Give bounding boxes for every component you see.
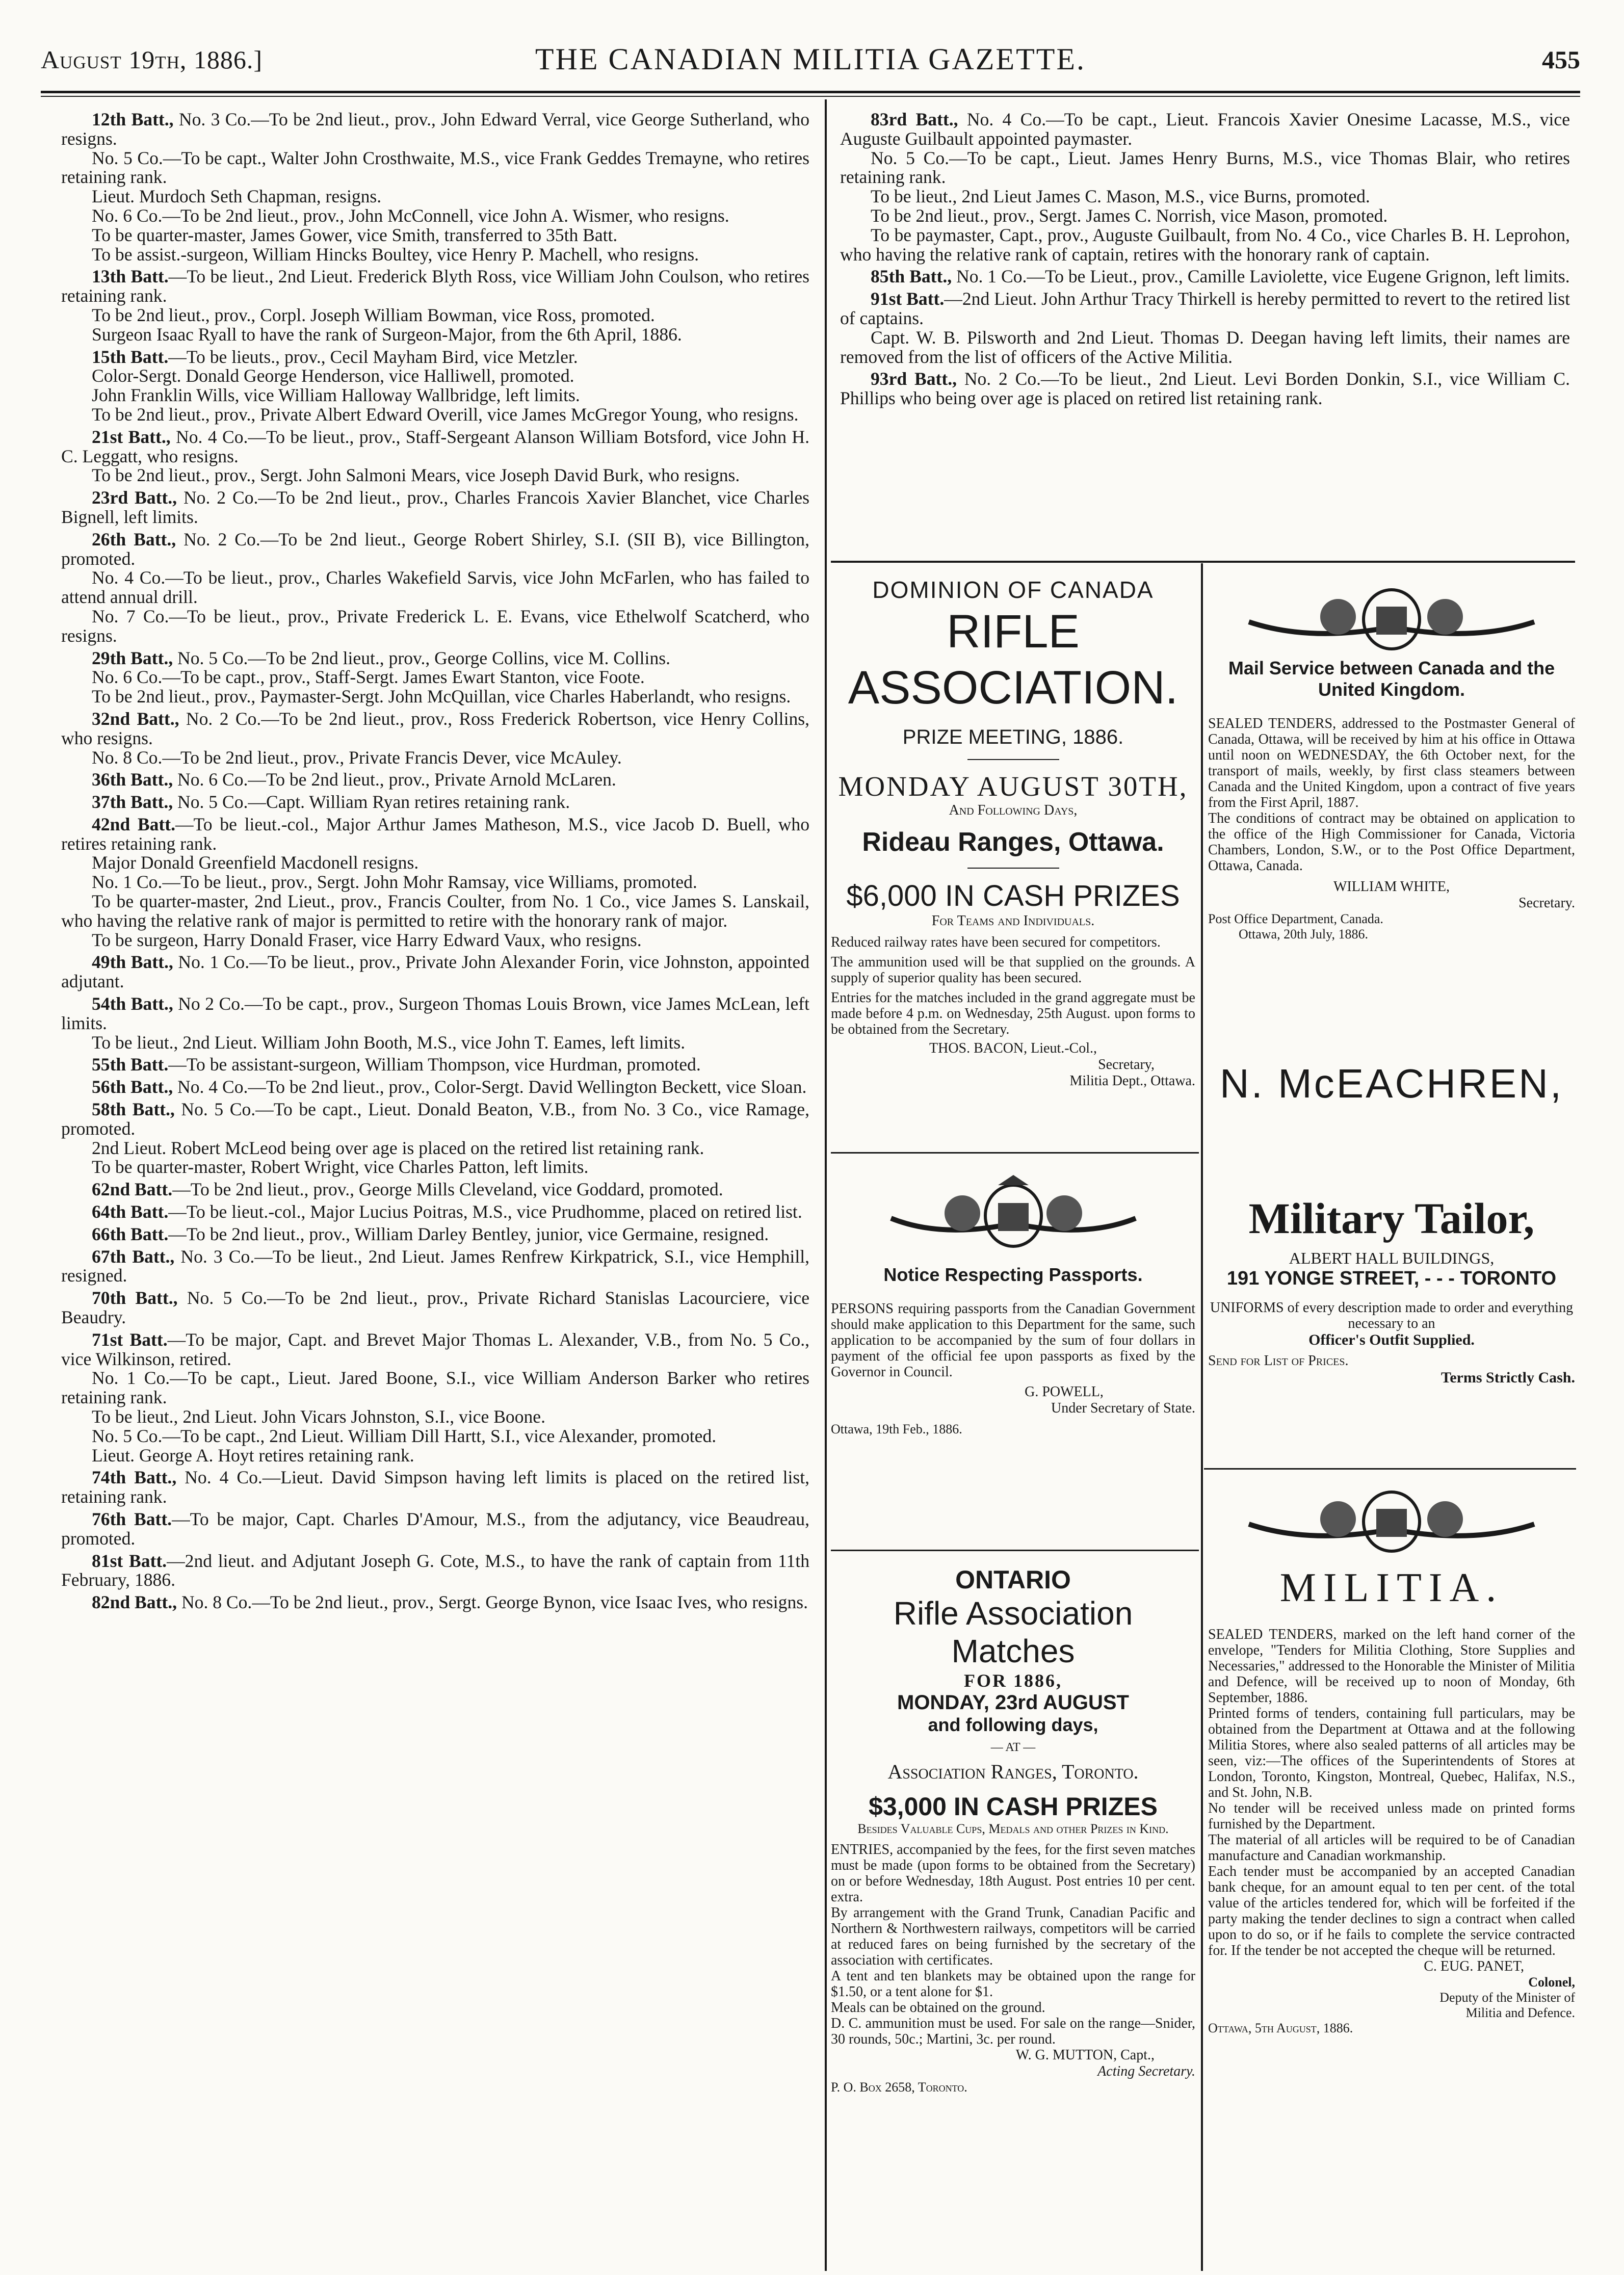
order-paragraph bbox=[61, 226, 809, 245]
order-paragraph bbox=[61, 1330, 809, 1369]
order-text: John Franklin Wills, vice William Halloway Wallbridge, left limits. bbox=[92, 385, 580, 406]
order-paragraph bbox=[61, 1158, 809, 1177]
order-text: No. 2 Co.—To be 2nd lieut., prov., Ross Frederick Robertson, vice Henry Collins, who resigns. bbox=[61, 708, 809, 748]
order-paragraph bbox=[840, 149, 1570, 188]
order-text: No. 2 Co.—To be 2nd lieut., prov., Charles Francois Xavier Blanchet, vice Charles Bignell, left limits. bbox=[61, 487, 809, 527]
ontario-l2: Rifle Association Matches bbox=[893, 1595, 1133, 1669]
order-paragraph bbox=[61, 649, 809, 668]
order-paragraph bbox=[840, 206, 1570, 226]
rifle-ad-p1: Reduced railway rates have been secured for competitors. bbox=[831, 934, 1161, 950]
ontario-p2: By arrangement with the Grand Trunk, Canadian Pacific and Northern & Northwestern railways, competitors will be carried at reduced fares on being furnished by the secretary of the association with certificates. bbox=[831, 1905, 1195, 1968]
order-text: No. 5 Co.—To be capt., 2nd Lieut. William Dill Hartt, S.I., vice Alexander, promoted. bbox=[92, 1425, 717, 1446]
ontario-l3: FOR 1886, bbox=[964, 1670, 1062, 1691]
rifle-ad-line4: MONDAY AUGUST 30TH, bbox=[838, 771, 1188, 802]
order-text: To be surgeon, Harry Donald Fraser, vice Harry Edward Vaux, who resigns. bbox=[92, 929, 642, 950]
order-paragraph bbox=[61, 1468, 809, 1507]
order-text: No. 1 Co.—To be capt., Lieut. Jared Boone, S.I., vice William Anderson Barker who retires retaining rank. bbox=[61, 1368, 809, 1408]
ontario-sig: W. G. MUTTON, Capt., bbox=[1015, 2047, 1155, 2063]
mail-sig2: Secretary. bbox=[1518, 895, 1575, 911]
passport-sig2: Under Secretary of State. bbox=[1051, 1400, 1195, 1416]
order-text: To be lieut., 2nd Lieut. William John Booth, M.S., vice John T. Eames, left limits. bbox=[92, 1032, 686, 1053]
mail-body: SEALED TENDERS, addressed to the Postmaster General of Canada, Ottawa, will be received by him at his office in Ottawa until noon on WEDNESDAY, the 6th October next, for the transport of mails, weekly, by first class steamers between Canada and the United Kingdom, upon a contract of five years from the First April, 1887. bbox=[1208, 716, 1575, 810]
battalion-heading: 36th Batt., bbox=[92, 769, 173, 790]
order-text: —To be lieut.-col., Major Arthur James Matheson, M.S., vice Jacob D. Buell, who retires retaining rank. bbox=[61, 814, 810, 854]
order-text: To be 2nd lieut., prov., Corpl. Joseph William Bowman, vice Ross, promoted. bbox=[92, 304, 655, 325]
battalion-heading: 93rd Batt., bbox=[871, 369, 957, 389]
order-paragraph bbox=[61, 853, 809, 873]
battalion-heading: 64th Batt. bbox=[92, 1201, 169, 1222]
battalion-heading: 55th Batt. bbox=[92, 1054, 169, 1075]
order-paragraph bbox=[840, 370, 1570, 408]
order-paragraph bbox=[840, 226, 1570, 265]
order-paragraph bbox=[61, 1100, 809, 1139]
order-text: No. 5 Co.—Capt. William Ryan retires retaining rank. bbox=[173, 792, 570, 813]
ontario-p5: D. C. ammunition must be used. For sale on the range—Snider, 30 rounds, 50c.; Martini, 3c. per round. bbox=[831, 2016, 1195, 2047]
order-paragraph bbox=[61, 1225, 809, 1244]
order-paragraph bbox=[840, 267, 1570, 286]
tailor-p2: Officer's Outfit Supplied. bbox=[1308, 1331, 1475, 1348]
order-text: —To be major, Capt. Charles D'Amour, M.S., from the adjutancy, vice Beaudreau, promoted. bbox=[61, 1508, 809, 1549]
order-text: 2nd Lieut. Robert McLeod being over age is placed on the retired list retaining rank. bbox=[92, 1137, 704, 1158]
militia-b2: Printed forms of tenders, containing full particulars, may be obtained from the Department at Ottawa and at the following Militia Stores, where also sealed patterns of all articles may be seen, viz:—The offices of the Superintendents of Stores at London, Toronto, Kingston, Montreal, Quebec, Halifax, N.S., and St. John, N.B. bbox=[1208, 1706, 1575, 1800]
rifle-ad-line6: Rideau Ranges, Ottawa. bbox=[862, 827, 1164, 857]
tailor-name: N. McEACHREN, bbox=[1219, 1061, 1564, 1106]
rifle-ad-line8: For Teams and Individuals. bbox=[931, 913, 1095, 929]
battalion-heading: 82nd Batt., bbox=[92, 1592, 177, 1613]
mail-service-ad bbox=[1208, 581, 1575, 942]
order-text: No. 1 Co.—To be Lieut., prov., Camille Laviolette, vice Eugene Grignon, left limits. bbox=[952, 266, 1570, 287]
column-divider bbox=[825, 99, 827, 2271]
order-text: Lieut. George A. Hoyt retires retaining rank. bbox=[92, 1445, 414, 1466]
order-text: Capt. W. B. Pilsworth and 2nd Lieut. Thomas D. Deegan having left limits, their names are removed from the list of officers of the Active Militia. bbox=[840, 327, 1570, 367]
order-text: No. 5 Co.—To be capt., Lieut. Donald Beaton, V.B., from No. 3 Co., vice Ramage, promoted. bbox=[61, 1099, 809, 1139]
battalion-heading: 71st Batt. bbox=[92, 1329, 168, 1350]
order-paragraph bbox=[61, 568, 809, 607]
order-text: No. 2 Co.—To be lieut., 2nd Lieut. Levi Borden Donkin, S.I., vice William C. Phillips who being over age is placed on retired list retaining rank. bbox=[840, 369, 1570, 409]
order-text: No. 5 Co.—To be capt., Lieut. James Henry Burns, M.S., vice Thomas Blair, who retires retaining rank. bbox=[840, 147, 1570, 188]
order-paragraph bbox=[61, 405, 809, 425]
mail-body2: The conditions of contract may be obtained on application to the office of the High Commissioner for Canada, Victoria Chambers, London, S.W., or to the Post Office Department, Ottawa, Canada. bbox=[1208, 810, 1575, 874]
battalion-heading: 67th Batt., bbox=[92, 1246, 175, 1267]
order-text: No. 6 Co.—To be 2nd lieut., prov., Private Arnold McLaren. bbox=[173, 769, 616, 790]
rifle-ad-sig3: Militia Dept., Ottawa. bbox=[1069, 1073, 1195, 1089]
header-page-number: 455 bbox=[1542, 45, 1580, 74]
order-paragraph bbox=[61, 1510, 809, 1549]
order-paragraph bbox=[61, 1033, 809, 1053]
order-paragraph bbox=[61, 748, 809, 768]
battalion-heading: 91st Batt. bbox=[871, 289, 945, 309]
order-paragraph bbox=[61, 386, 809, 405]
tailor-ad-rule bbox=[1204, 1468, 1576, 1470]
battalion-heading: 15th Batt. bbox=[92, 346, 169, 367]
militia-sig: C. EUG. PANET, bbox=[1424, 1958, 1524, 1974]
order-text: Surgeon Isaac Ryall to have the rank of Surgeon-Major, from the 6th April, 1886. bbox=[92, 324, 682, 345]
order-paragraph bbox=[61, 1552, 809, 1590]
header-date: August 19th, 1886.] bbox=[41, 45, 263, 74]
page-header bbox=[41, 42, 1580, 81]
mail-date: Ottawa, 20th July, 1886. bbox=[1239, 927, 1368, 942]
ontario-l6: — AT — bbox=[990, 1741, 1036, 1754]
order-text: To be quarter-master, Robert Wright, vice Charles Patton, left limits. bbox=[92, 1157, 589, 1178]
order-paragraph bbox=[61, 428, 809, 466]
order-text: No. 5 Co.—To be capt., Walter John Crosthwaite, M.S., vice Frank Geddes Tremayne, who retires retaining rank. bbox=[61, 147, 809, 188]
ontario-p1: ENTRIES, accompanied by the fees, for the first seven matches must be made (upon forms to be obtained from the Secretary) on or before Wednesday, 18th August. Post entries 10 per cent. extra. bbox=[831, 1842, 1195, 1905]
order-paragraph bbox=[840, 110, 1570, 149]
order-text: To be 2nd lieut., prov., Sergt. John Salmoni Mears, vice Joseph David Burk, who resigns. bbox=[92, 465, 740, 486]
passport-title: Notice Respecting Passports. bbox=[883, 1264, 1143, 1285]
order-paragraph bbox=[61, 245, 809, 265]
militia-sig4: Militia and Defence. bbox=[1465, 2005, 1575, 2020]
order-paragraph bbox=[61, 995, 809, 1033]
passport-ad-rule bbox=[831, 1550, 1199, 1551]
order-text: —To be 2nd lieut., prov., William Darley Bentley, junior, vice Germaine, resigned. bbox=[168, 1223, 769, 1244]
order-paragraph bbox=[61, 1247, 809, 1286]
battalion-heading: 56th Batt., bbox=[92, 1077, 173, 1097]
order-paragraph bbox=[61, 687, 809, 707]
battalion-heading: 49th Batt., bbox=[92, 952, 173, 973]
battalion-heading: 76th Batt. bbox=[92, 1508, 172, 1529]
order-paragraph bbox=[61, 1407, 809, 1427]
order-text: —To be assistant-surgeon, William Thompson, vice Hurdman, promoted. bbox=[168, 1054, 701, 1075]
order-text: —To be lieut.-col., Major Lucius Poitras, M.S., vice Prudhomme, placed on retired list. bbox=[168, 1201, 802, 1222]
order-paragraph bbox=[61, 770, 809, 790]
order-text: To be 2nd lieut., prov., Private Albert Edward Overill, vice James McGregor Young, who resigns. bbox=[92, 404, 799, 425]
ontario-l8: $3,000 IN CASH PRIZES bbox=[869, 1792, 1158, 1821]
rifle-ad-line2: RIFLE ASSOCIATION. bbox=[848, 606, 1178, 714]
battalion-heading: 66th Batt. bbox=[92, 1223, 169, 1244]
passport-sig: G. POWELL, bbox=[1025, 1384, 1104, 1400]
order-paragraph bbox=[61, 1593, 809, 1612]
militia-date: Ottawa, 5th August, 1886. bbox=[1208, 2021, 1353, 2035]
rifle-ad-line7: $6,000 IN CASH PRIZES bbox=[846, 879, 1180, 912]
order-paragraph bbox=[61, 668, 809, 687]
order-text: No. 1 Co.—To be lieut., prov., Private John Alexander Forin, vice Johnston, appointed adjutant. bbox=[61, 952, 809, 992]
royal-arms-icon bbox=[1239, 1483, 1544, 1555]
ontario-rifle-ad bbox=[831, 1565, 1195, 2095]
order-text: —To be lieut., 2nd Lieut. Frederick Blyth Ross, vice William John Coulson, who retires retaining rank. bbox=[61, 266, 809, 306]
order-paragraph bbox=[61, 892, 809, 931]
battalion-heading: 42nd Batt. bbox=[92, 814, 175, 834]
order-paragraph bbox=[61, 793, 809, 812]
order-paragraph bbox=[61, 348, 809, 367]
order-paragraph bbox=[61, 1369, 809, 1407]
rifle-ad-line1: DOMINION OF CANADA bbox=[872, 577, 1154, 603]
ontario-sig2: Acting Secretary. bbox=[1097, 2063, 1195, 2079]
mail-title: Mail Service between Canada and the United Kingdom. bbox=[1228, 658, 1555, 700]
order-paragraph bbox=[61, 815, 809, 854]
order-paragraph bbox=[61, 1180, 809, 1199]
ontario-p3: A tent and ten blankets may be obtained upon the range for $1.50, or a tent alone for $1. bbox=[831, 1968, 1195, 2000]
rifle-association-ad bbox=[831, 576, 1195, 1089]
order-paragraph bbox=[61, 206, 809, 226]
order-text: No. 8 Co.—To be 2nd lieut., prov., Sergt. George Bynon, vice Isaac Ives, who resigns. bbox=[177, 1592, 808, 1613]
order-paragraph bbox=[61, 1289, 809, 1327]
order-paragraph bbox=[61, 1427, 809, 1446]
battalion-heading: 85th Batt., bbox=[871, 266, 952, 287]
order-text: To be paymaster, Capt., prov., Auguste Guilbault, from No. 4 Co., vice Charles B. H. Leprohon, who having the relative rank of captain, retires with the honorary rank of captain. bbox=[840, 224, 1570, 265]
order-text: No. 5 Co.—To be 2nd lieut., prov., Private Richard Stanislas Lacourciere, vice Beaudry. bbox=[61, 1288, 809, 1328]
royal-arms-icon bbox=[881, 1172, 1146, 1254]
order-text: —2nd Lieut. John Arthur Tracy Thirkell is hereby permitted to revert to the retired list of captains. bbox=[840, 289, 1570, 328]
militia-b5: Each tender must be accompanied by an accepted Canadian bank cheque, for an amount equal to ten per cent. of the total value of the articles tendered for, which will be forfeited if the party making the tender declines to sign a contract when called upon to do so, or if he fails to complete the service contracted for. If the tender be not accepted the cheque will be returned. bbox=[1208, 1864, 1575, 1958]
order-text: No. 5 Co.—To be 2nd lieut., prov., George Collins, vice M. Collins. bbox=[173, 647, 670, 668]
order-text: To be lieut., 2nd Lieut. John Vicars Johnston, S.I., vice Boone. bbox=[92, 1406, 545, 1427]
right-column-orders bbox=[840, 107, 1570, 408]
order-text: No. 4 Co.—To be capt., Lieut. Francois Xavier Onesime Lacasse, M.S., vice Auguste Guilbault appointed paymaster. bbox=[840, 109, 1570, 149]
order-text: No. 4 Co.—To be lieut., prov., Staff-Sergeant Alanson William Botsford, vice John H. C. Leggatt, who resigns. bbox=[61, 426, 809, 466]
tailor-ad bbox=[1208, 1060, 1575, 1387]
rifle-ad-p2: The ammunition used will be that supplied on the grounds. A supply of superior quality has been secured. bbox=[831, 954, 1195, 986]
tailor-p3: Send for List of Prices. bbox=[1208, 1353, 1349, 1369]
battalion-heading: 21st Batt., bbox=[92, 426, 171, 447]
rifle-ad-line3: PRIZE MEETING, 1886. bbox=[902, 726, 1124, 748]
order-text: —2nd lieut. and Adjutant Joseph G. Cote, M.S., to have the rank of captain from 11th February, 1886. bbox=[61, 1550, 809, 1590]
rifle-ad-sig1: THOS. BACON, Lieut.-Col., bbox=[929, 1040, 1097, 1056]
militia-b4: The material of all articles will be required to be of Canadian manufacture and Canadian workmanship. bbox=[1208, 1832, 1575, 1864]
passport-date: Ottawa, 19th Feb., 1886. bbox=[831, 1422, 962, 1436]
rifle-ad-rule bbox=[831, 1152, 1199, 1154]
tailor-addr: 191 YONGE STREET, - - - TORONTO bbox=[1226, 1268, 1557, 1289]
order-text: No 2 Co.—To be capt., prov., Surgeon Thomas Louis Brown, vice James McLean, left limits. bbox=[61, 993, 809, 1033]
order-text: Lieut. Murdoch Seth Chapman, resigns. bbox=[92, 186, 382, 207]
order-text: To be assist.-surgeon, William Hincks Boultey, vice Henry P. Machell, who resigns. bbox=[92, 244, 699, 265]
order-paragraph bbox=[61, 530, 809, 569]
order-text: No. 4 Co.—To be 2nd lieut., prov., Color-Sergt. David Wellington Beckett, vice Sloan. bbox=[173, 1077, 807, 1097]
order-paragraph bbox=[61, 488, 809, 527]
battalion-heading: 62nd Batt. bbox=[92, 1179, 173, 1200]
passport-body: PERSONS requiring passports from the Canadian Government should make application to this Department for the same, such application to be accompanied by the sum of four dollars in payment of the official fee upon passports as fixed by the Governor in Council. bbox=[831, 1301, 1195, 1380]
order-paragraph bbox=[61, 1139, 809, 1158]
militia-title: MILITIA. bbox=[1279, 1565, 1504, 1610]
rifle-ad-p3: Entries for the matches included in the grand aggregate must be made before 4 p.m. on Wednesday, 25th August. upon forms to be obtained from the Secretary. bbox=[831, 990, 1195, 1037]
militia-body: SEALED TENDERS, marked on the left hand corner of the envelope, "Tenders for Militia Clothing, Store Supplies and Necessaries," addressed to the Honorable the Minister of Militia and Defence, will be received up to noon of Monday, 6th September, 1886. bbox=[1208, 1627, 1575, 1706]
tailor-p4: Terms Strictly Cash. bbox=[1440, 1369, 1575, 1386]
battalion-heading: 26th Batt., bbox=[92, 529, 176, 550]
order-text: No. 8 Co.—To be 2nd lieut., prov., Private Francis Dever, vice McAuley. bbox=[92, 747, 622, 768]
order-paragraph bbox=[61, 1055, 809, 1075]
order-paragraph bbox=[61, 607, 809, 646]
militia-b3: No tender will be received unless made on printed forms furnished by the Department. bbox=[1208, 1800, 1575, 1832]
order-paragraph bbox=[61, 1078, 809, 1097]
ontario-l5: and following days, bbox=[928, 1714, 1098, 1735]
header-title: THE CANADIAN MILITIA GAZETTE. bbox=[535, 42, 1086, 76]
order-text: —To be 2nd lieut., prov., George Mills Cleveland, vice Goddard, promoted. bbox=[172, 1179, 723, 1200]
order-text: To be lieut., 2nd Lieut James C. Mason, M.S., vice Burns, promoted. bbox=[871, 186, 1370, 207]
battalion-heading: 12th Batt., bbox=[92, 109, 174, 129]
passport-ad bbox=[831, 1172, 1195, 1437]
battalion-heading: 70th Batt., bbox=[92, 1288, 178, 1309]
order-text: No. 2 Co.—To be 2nd lieut., George Robert Shirley, S.I. (SII B), vice Billington, promoted. bbox=[61, 529, 809, 569]
order-text: To be quarter-master, James Gower, vice Smith, transferred to 35th Batt. bbox=[92, 224, 618, 245]
order-paragraph bbox=[61, 1202, 809, 1222]
order-paragraph bbox=[61, 1446, 809, 1466]
header-rule bbox=[41, 91, 1580, 93]
tailor-p1: UNIFORMS of every description made to order and everything necessary to an bbox=[1210, 1300, 1574, 1331]
militia-sig3: Deputy of the Minister of bbox=[1439, 1990, 1575, 2005]
order-text: Major Donald Greenfield Macdonell resigns. bbox=[92, 852, 419, 873]
battalion-heading: 83rd Batt., bbox=[871, 109, 958, 129]
battalion-heading: 29th Batt., bbox=[92, 647, 173, 668]
order-text: No. 1 Co.—To be lieut., prov., Sergt. John Mohr Ramsay, vice Williams, promoted. bbox=[92, 872, 697, 893]
rifle-ad-sig2: Secretary, bbox=[1098, 1057, 1155, 1073]
tailor-bldg: ALBERT HALL BUILDINGS, bbox=[1289, 1249, 1495, 1267]
ontario-addr: P. O. Box 2658, Toronto. bbox=[831, 2080, 967, 2095]
militia-tenders-ad bbox=[1208, 1483, 1575, 2036]
order-paragraph bbox=[840, 290, 1570, 328]
battalion-heading: 13th Batt. bbox=[92, 266, 169, 287]
mail-place: Post Office Department, Canada. bbox=[1208, 911, 1383, 926]
ads-column-divider bbox=[1201, 563, 1203, 2271]
battalion-heading: 74th Batt., bbox=[92, 1467, 177, 1488]
ontario-p4: Meals can be obtained on the ground. bbox=[831, 2000, 1045, 2016]
order-text: To be quarter-master, 2nd Lieut., prov., Francis Coulter, from No. 1 Co., vice James S. Lanskail, who having the relative rank of major is permitted to retire with the honorary rank of major. bbox=[61, 891, 809, 931]
order-paragraph bbox=[61, 187, 809, 206]
header-rule-thin bbox=[41, 96, 1580, 97]
militia-sig2: Colonel, bbox=[1528, 1975, 1575, 1990]
battalion-heading: 32nd Batt., bbox=[92, 708, 179, 729]
order-text: To be 2nd lieut., prov., Sergt. James C. Norrish, vice Mason, promoted. bbox=[871, 205, 1388, 226]
order-text: No. 4 Co.—To be lieut., prov., Charles Wakefield Sarvis, vice John McFarlen, who has failed to attend annual drill. bbox=[61, 567, 809, 608]
order-paragraph bbox=[61, 873, 809, 892]
ontario-l7: Association Ranges, Toronto. bbox=[887, 1760, 1139, 1783]
order-paragraph bbox=[61, 110, 809, 149]
rifle-ad-line5: And Following Days, bbox=[949, 802, 1078, 818]
order-paragraph bbox=[61, 466, 809, 485]
order-text: To be 2nd lieut., prov., Paymaster-Sergt. John McQuillan, vice Charles Haberlandt, who resigns. bbox=[92, 686, 791, 707]
battalion-heading: 37th Batt., bbox=[92, 792, 173, 813]
order-text: —To be major, Capt. and Brevet Major Thomas L. Alexander, V.B., from No. 5 Co., vice Wilkinson, retired. bbox=[61, 1329, 809, 1369]
battalion-heading: 23rd Batt., bbox=[92, 487, 177, 508]
order-paragraph bbox=[61, 149, 809, 188]
order-text: No. 3 Co.—To be lieut., 2nd Lieut. James Renfrew Kirkpatrick, S.I., vice Hemphill, resigned. bbox=[61, 1246, 809, 1286]
order-paragraph bbox=[61, 325, 809, 345]
battalion-heading: 58th Batt., bbox=[92, 1099, 175, 1120]
order-paragraph bbox=[61, 267, 809, 306]
order-text: —To be lieuts., prov., Cecil Mayham Bird, vice Metzler. bbox=[168, 346, 578, 367]
order-paragraph bbox=[61, 931, 809, 950]
mail-sig: WILLIAM WHITE, bbox=[1333, 879, 1450, 895]
order-text: No. 3 Co.—To be 2nd lieut., prov., John Edward Verral, vice George Sutherland, who resigns. bbox=[61, 109, 809, 149]
ontario-l9: Besides Valuable Cups, Medals and other Prizes in Kind. bbox=[857, 1821, 1169, 1836]
order-text: No. 4 Co.—Lieut. David Simpson having left limits is placed on the retired list, retaining rank. bbox=[61, 1467, 809, 1507]
ontario-l1: ONTARIO bbox=[955, 1565, 1071, 1594]
order-paragraph bbox=[61, 953, 809, 991]
order-text: No. 6 Co.—To be capt., prov., Staff-Sergt. James Ewart Stanton, vice Foote. bbox=[92, 667, 645, 688]
left-column-orders bbox=[61, 107, 809, 1612]
ads-top-rule bbox=[831, 561, 1575, 563]
royal-arms-icon bbox=[1239, 581, 1544, 652]
order-paragraph bbox=[840, 328, 1570, 367]
order-text: Color-Sergt. Donald George Henderson, vice Halliwell, promoted. bbox=[92, 365, 574, 386]
ontario-l4: MONDAY, 23rd AUGUST bbox=[897, 1691, 1129, 1714]
order-paragraph bbox=[840, 187, 1570, 206]
order-text: No. 7 Co.—To be lieut., prov., Private Frederick L. E. Evans, vice Ethelwolf Scatcherd, who resigns. bbox=[61, 606, 809, 646]
order-text: No. 6 Co.—To be 2nd lieut., prov., John McConnell, vice John A. Wismer, who resigns. bbox=[92, 205, 729, 226]
battalion-heading: 81st Batt. bbox=[92, 1550, 167, 1571]
order-paragraph bbox=[61, 306, 809, 325]
battalion-heading: 54th Batt., bbox=[92, 993, 173, 1014]
order-paragraph bbox=[61, 710, 809, 748]
order-paragraph bbox=[61, 367, 809, 386]
tailor-title: Military Tailor, bbox=[1248, 1194, 1535, 1243]
